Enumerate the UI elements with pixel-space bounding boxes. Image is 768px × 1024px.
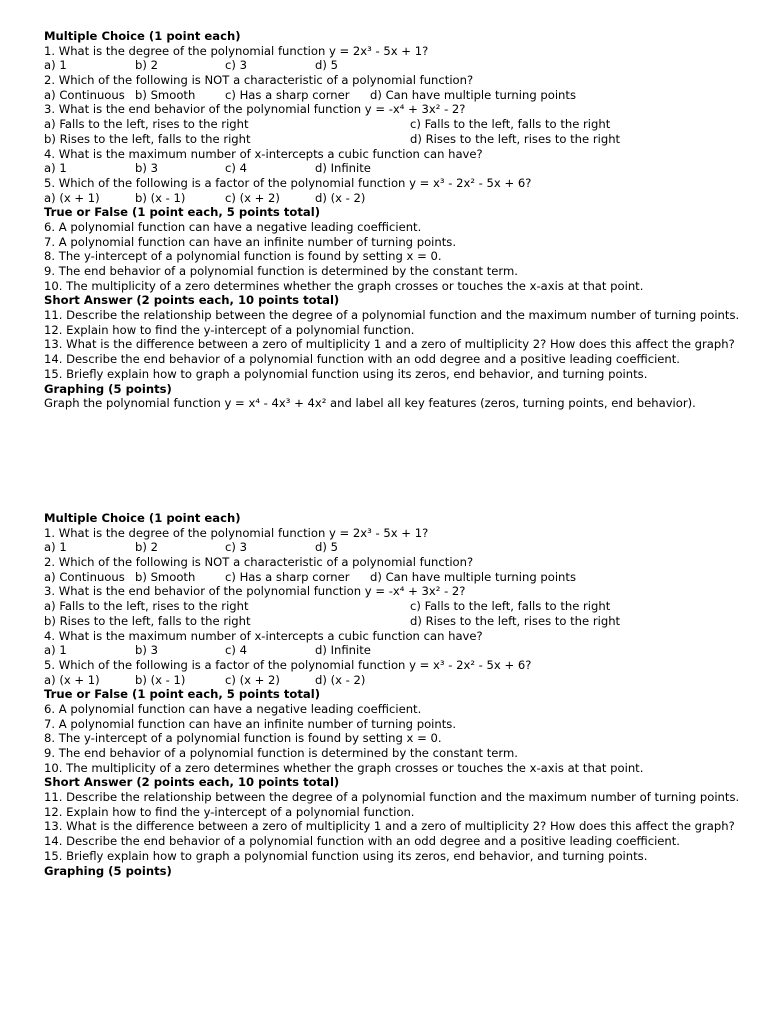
option: d) 5 <box>315 540 338 555</box>
option: a) Falls to the left, rises to the right <box>44 599 249 614</box>
option: a) Falls to the left, rises to the right <box>44 117 249 132</box>
option: c) 4 <box>225 161 247 176</box>
question-5: 5. Which of the following is a factor of the polynomial function y = x³ - 2x² - 5x + 6? <box>44 175 532 190</box>
option: a) 1 <box>44 540 67 555</box>
worksheet-copy-1 <box>44 29 744 411</box>
option: c) (x + 2) <box>225 672 280 687</box>
option: c) Falls to the left, falls to the right <box>410 117 611 132</box>
question-5: 5. Which of the following is a factor of the polynomial function y = x³ - 2x² - 5x + 6? <box>44 657 532 672</box>
option: b) (x - 1) <box>135 672 186 687</box>
option: c) 3 <box>225 540 247 555</box>
option: d) Infinite <box>315 161 371 176</box>
option: c) (x + 2) <box>225 190 280 205</box>
mc-heading: Multiple Choice (1 point each) <box>44 29 241 43</box>
sa-item: 14. Describe the end behavior of a polynomial function with an odd degree and a positive leading coefficient. <box>44 834 680 849</box>
tf-item: 7. A polynomial function can have an infinite number of turning points. <box>44 234 457 249</box>
sa-item: 13. What is the difference between a zero of multiplicity 1 and a zero of multiplicity 2? How does this affect the graph? <box>44 819 735 834</box>
option: d) (x - 2) <box>315 190 366 205</box>
option: a) 1 <box>44 58 67 73</box>
option: a) (x + 1) <box>44 672 100 687</box>
option: b) 2 <box>135 540 158 555</box>
tf-item: 9. The end behavior of a polynomial function is determined by the constant term. <box>44 746 518 760</box>
question-1: 1. What is the degree of the polynomial function y = 2x³ - 5x + 1? <box>44 43 429 58</box>
question-4: 4. What is the maximum number of x-intercepts a cubic function can have? <box>44 628 483 643</box>
graphing-prompt: Graph the polynomial function y = x⁴ - 4x³ + 4x² and label all key features (zeros, turning points, end behavior). <box>44 396 696 411</box>
question-1: 1. What is the degree of the polynomial function y = 2x³ - 5x + 1? <box>44 525 429 540</box>
tf-item: 10. The multiplicity of a zero determines whether the graph crosses or touches the x-axis at that point. <box>44 278 644 293</box>
sa-item: 11. Describe the relationship between the degree of a polynomial function and the maximum number of turning points. <box>44 790 740 805</box>
option: c) Has a sharp corner <box>225 569 350 584</box>
tf-heading: True or False (1 point each, 5 points total) <box>44 205 321 220</box>
sa-item: 12. Explain how to find the y-intercept of a polynomial function. <box>44 804 415 819</box>
option: a) 1 <box>44 161 67 176</box>
tf-item: 9. The end behavior of a polynomial function is determined by the constant term. <box>44 264 518 278</box>
sa-item: 12. Explain how to find the y-intercept of a polynomial function. <box>44 322 415 337</box>
question-2-options <box>44 570 744 585</box>
option: b) Rises to the left, falls to the right <box>44 613 251 628</box>
sa-heading: Short Answer (2 points each, 10 points total) <box>44 293 340 308</box>
option: b) 3 <box>135 643 158 658</box>
question-2-options <box>44 88 744 103</box>
question-4: 4. What is the maximum number of x-intercepts a cubic function can have? <box>44 146 483 161</box>
option: d) Rises to the left, rises to the right <box>410 131 621 146</box>
option: a) Continuous <box>44 87 125 102</box>
question-3-options-row-1 <box>44 117 744 132</box>
question-5-options <box>44 673 744 688</box>
option: a) 1 <box>44 643 67 658</box>
option: d) Can have multiple turning points <box>370 569 576 584</box>
option: b) Smooth <box>135 569 196 584</box>
question-4-options <box>44 161 744 176</box>
option: d) 5 <box>315 58 338 73</box>
option: d) Can have multiple turning points <box>370 87 576 102</box>
question-3: 3. What is the end behavior of the polynomial function y = -x⁴ + 3x² - 2? <box>44 102 466 117</box>
option: b) Rises to the left, falls to the right <box>44 131 251 146</box>
sa-item: 11. Describe the relationship between the degree of a polynomial function and the maximum number of turning points. <box>44 308 740 323</box>
question-5-options <box>44 191 744 206</box>
question-1-options <box>44 540 744 555</box>
option: c) 3 <box>225 58 247 73</box>
option: d) Rises to the left, rises to the right <box>410 613 621 628</box>
question-2: 2. Which of the following is NOT a characteristic of a polynomial function? <box>44 555 474 570</box>
sa-item: 15. Briefly explain how to graph a polynomial function using its zeros, end behavior, and turning points. <box>44 848 648 863</box>
tf-item: 7. A polynomial function can have an infinite number of turning points. <box>44 716 457 731</box>
option: c) Falls to the left, falls to the right <box>410 599 611 614</box>
tf-item: 6. A polynomial function can have a negative leading coefficient. <box>44 701 422 716</box>
question-2: 2. Which of the following is NOT a characteristic of a polynomial function? <box>44 73 474 88</box>
question-3: 3. What is the end behavior of the polynomial function y = -x⁴ + 3x² - 2? <box>44 584 466 599</box>
option: a) (x + 1) <box>44 190 100 205</box>
question-4-options <box>44 643 744 658</box>
worksheet-copy-2 <box>44 511 744 878</box>
question-1-options <box>44 58 744 73</box>
sa-item: 14. Describe the end behavior of a polynomial function with an odd degree and a positive leading coefficient. <box>44 352 680 367</box>
tf-item: 6. A polynomial function can have a negative leading coefficient. <box>44 219 422 234</box>
tf-item: 8. The y-intercept of a polynomial function is found by setting x = 0. <box>44 249 442 264</box>
option: a) Continuous <box>44 569 125 584</box>
option: b) 2 <box>135 58 158 73</box>
question-3-options-row-1 <box>44 599 744 614</box>
option: c) 4 <box>225 643 247 658</box>
sa-item: 15. Briefly explain how to graph a polynomial function using its zeros, end behavior, and turning points. <box>44 366 648 381</box>
tf-heading: True or False (1 point each, 5 points total) <box>44 687 321 702</box>
option: d) Infinite <box>315 643 371 658</box>
mc-heading: Multiple Choice (1 point each) <box>44 511 241 525</box>
option: b) 3 <box>135 161 158 176</box>
option: c) Has a sharp corner <box>225 87 350 102</box>
question-3-options-row-2 <box>44 132 744 147</box>
option: b) Smooth <box>135 87 196 102</box>
graphing-heading: Graphing (5 points) <box>44 381 172 396</box>
sa-item: 13. What is the difference between a zero of multiplicity 1 and a zero of multiplicity 2? How does this affect the graph? <box>44 337 735 352</box>
sa-heading: Short Answer (2 points each, 10 points total) <box>44 775 340 790</box>
tf-item: 8. The y-intercept of a polynomial function is found by setting x = 0. <box>44 731 442 746</box>
tf-item: 10. The multiplicity of a zero determines whether the graph crosses or touches the x-axis at that point. <box>44 760 644 775</box>
graphing-heading: Graphing (5 points) <box>44 863 172 878</box>
question-3-options-row-2 <box>44 614 744 629</box>
option: b) (x - 1) <box>135 190 186 205</box>
option: d) (x - 2) <box>315 672 366 687</box>
